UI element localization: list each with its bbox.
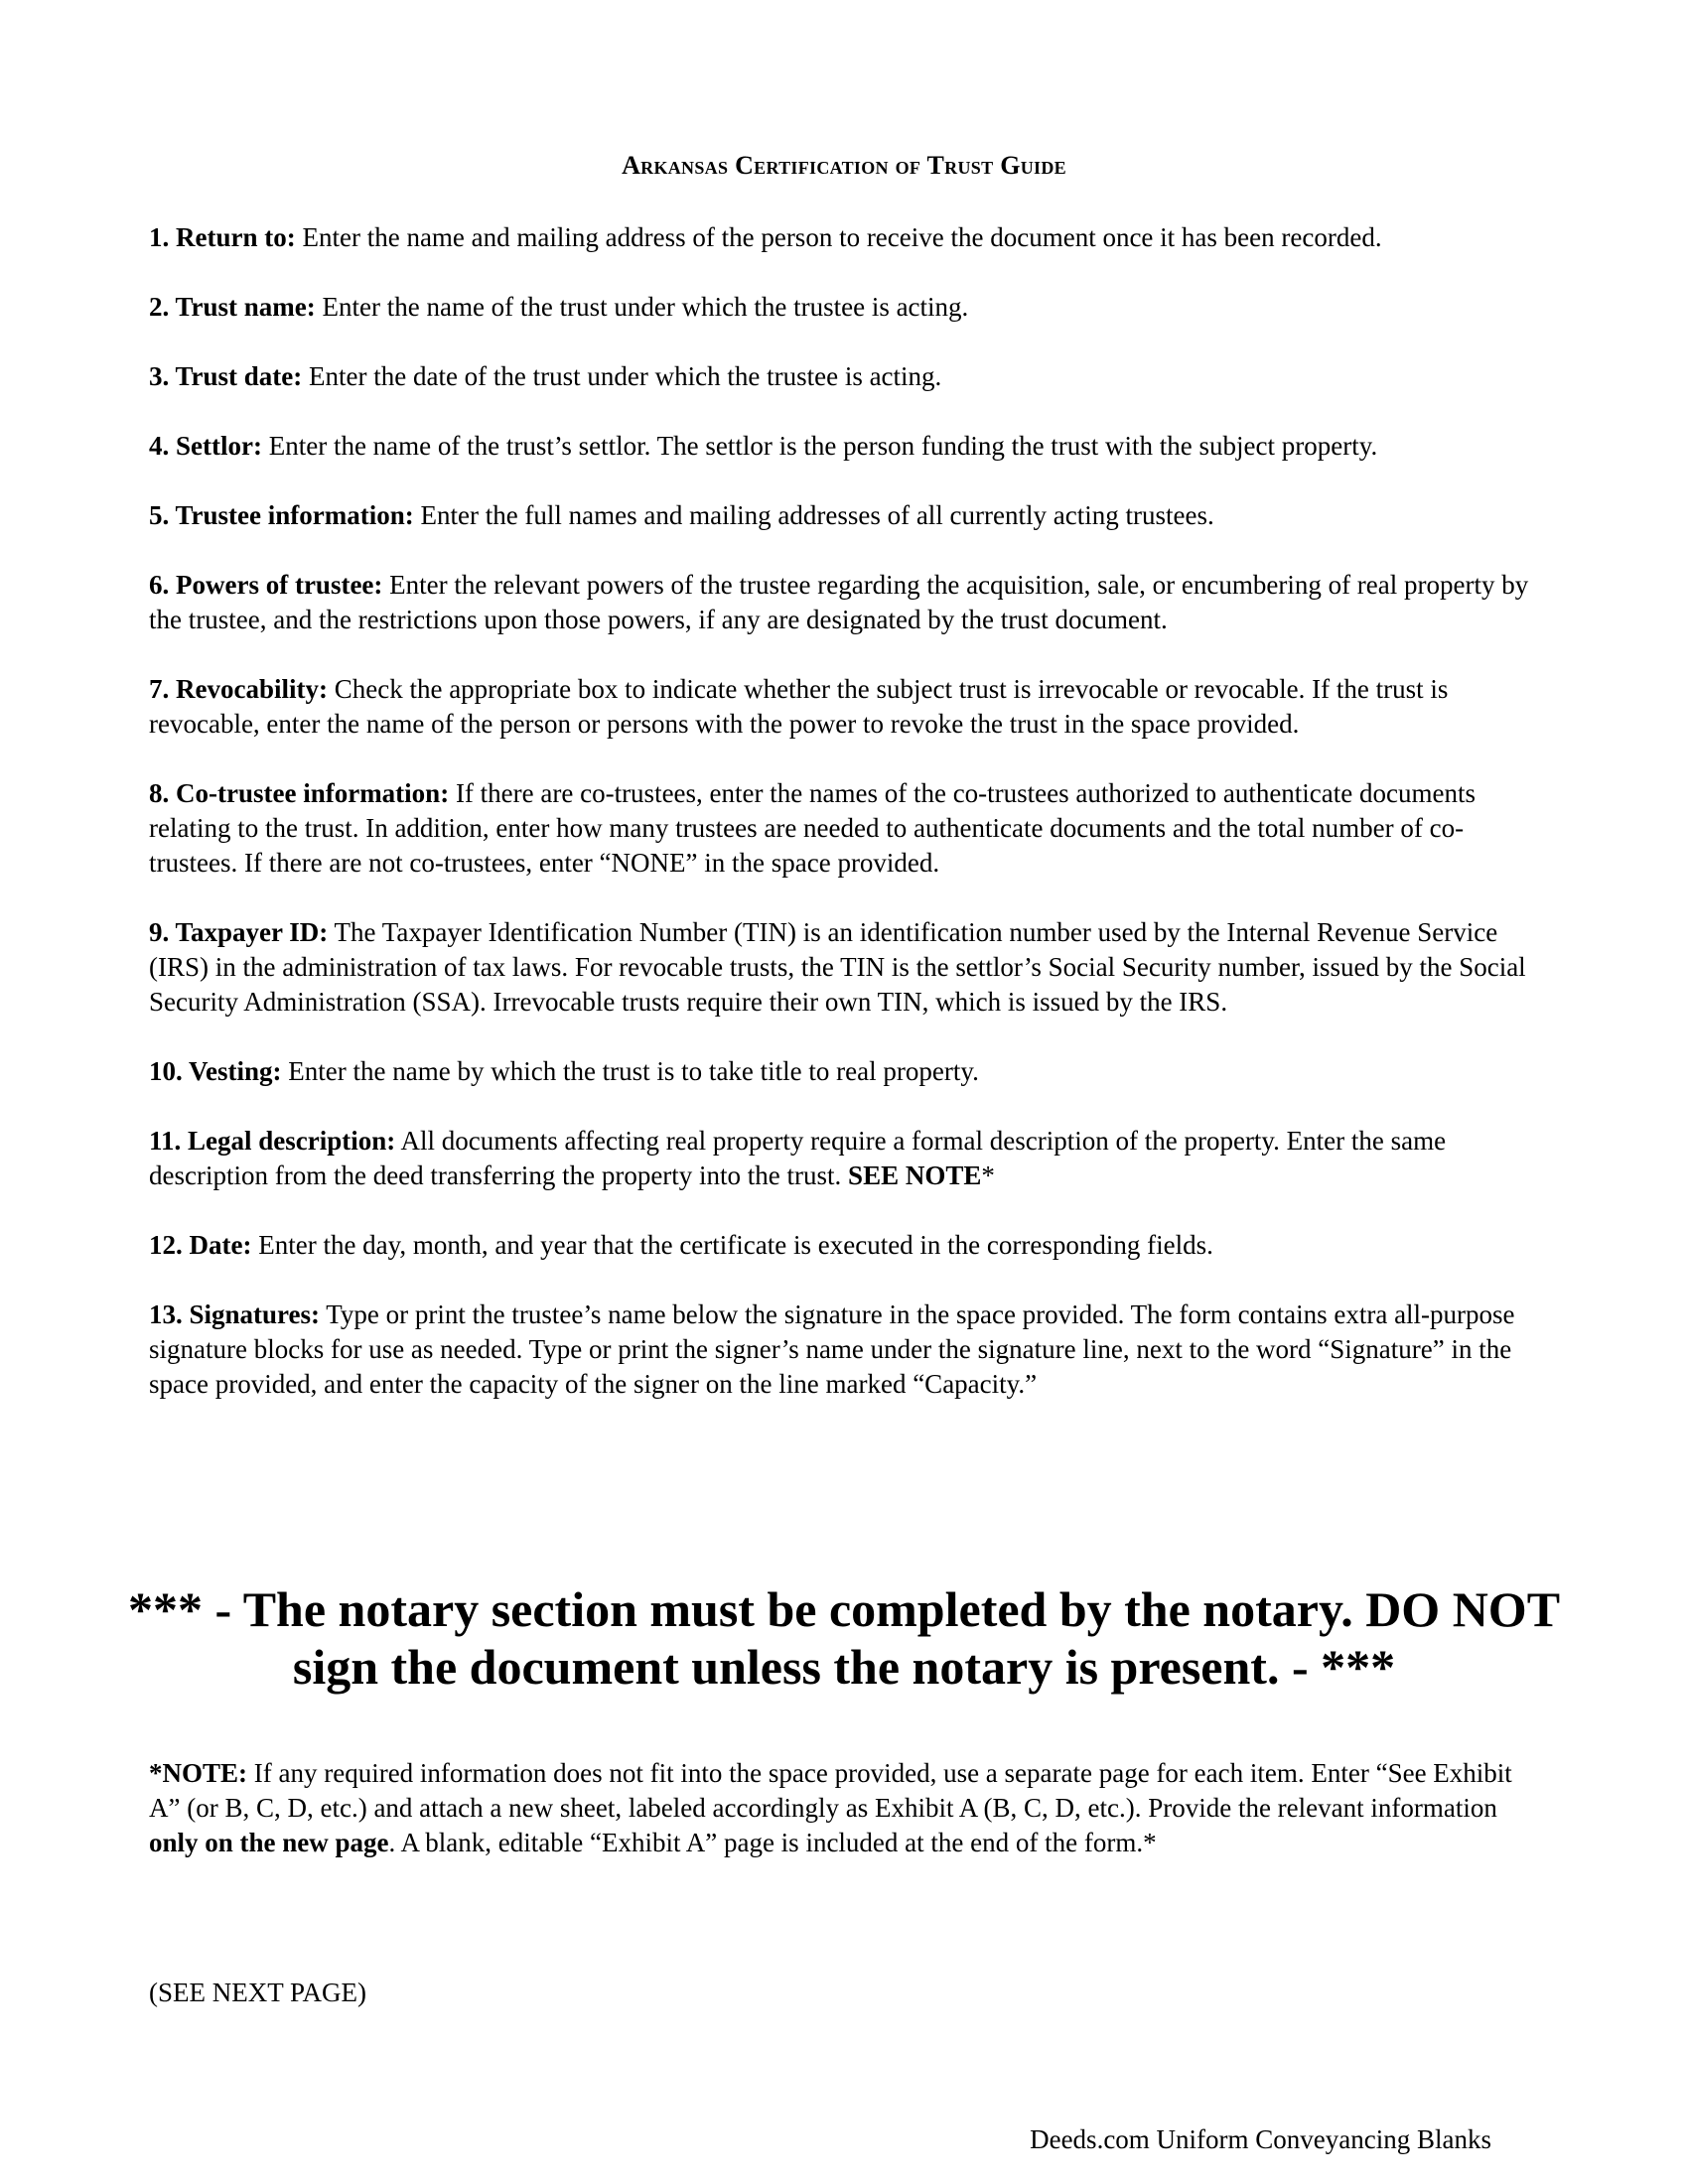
item-text: Enter the name of the trust under which the trustee is acting. [315,292,969,322]
item-label: 11. Legal description: [149,1126,396,1156]
item-text: The Taxpayer Identification Number (TIN) is an identification number used by the Internal Revenue Service (IRS) in the administration of tax laws. For revocable trusts, the TIN is the settlor’s Social Security number, issued by the Social Security Administration (SSA). Irrevocable trusts require their own TIN, which is issued by the IRS. [149,917,1526,1017]
instruction-item-co-trustee-information [149,776,1539,881]
instruction-item-taxpayer-id [149,915,1539,1020]
instruction-item-return-to [149,220,1539,255]
note-label: *NOTE: [149,1758,248,1788]
instruction-list [149,220,1539,1436]
notary-warning: *** - The notary section must be completed by the notary. DO NOT sign the document unless the notary is present. - *** [127,1581,1561,1695]
item-text: Enter the day, month, and year that the certificate is executed in the corresponding fields. [251,1230,1213,1260]
instruction-item-date [149,1228,1539,1263]
item-text: Type or print the trustee’s name below the signature in the space provided. The form contains extra all-purpose signature blocks for use as needed. Type or print the signer’s name under the signature line, next to the word “Signature” in the space provided, and enter the capacity of the signer on the line marked “Capacity.” [149,1299,1515,1399]
instruction-item-powers-of-trustee [149,568,1539,637]
item-label: 13. Signatures: [149,1299,321,1329]
item-text: Enter the name of the trust’s settlor. The settlor is the person funding the trust with the subject property. [261,431,1378,461]
instruction-item-trustee-information [149,498,1539,533]
item-label: 10. Vesting: [149,1056,282,1086]
see-note-reference: SEE NOTE [848,1160,982,1190]
item-label: 5. Trustee information: [149,500,414,530]
note-emphasis: only on the new page [149,1828,389,1857]
instruction-item-revocability [149,672,1539,742]
instruction-item-trust-name [149,290,1539,325]
item-label: 1. Return to: [149,222,296,252]
see-next-page: (SEE NEXT PAGE) [149,1978,367,2007]
item-text: If there are co-trustees, enter the names of the co-trustees authorized to authenticate documents relating to the trust. In addition, enter how many trustees are needed to authenticate documents and the total number of co-trustees. If there are not co-trustees, enter “NONE” in the space provided. [149,778,1476,878]
item-text: Enter the name and mailing address of the person to receive the document once it has been recorded. [295,222,1382,252]
item-text: Enter the name by which the trust is to take title to real property. [281,1056,979,1086]
item-text: Enter the full names and mailing addresses of all currently acting trustees. [413,500,1214,530]
note-text-before: If any required information does not fit into the space provided, use a separate page for each item. Enter “See Exhibit A” (or B, C, D, etc.) and attach a new sheet, labeled accordingly as Exhibit A (B, C, D, etc.). Provide the relevant information [149,1758,1512,1823]
item-label: 6. Powers of trustee: [149,570,383,600]
see-note-asterisk: * [981,1160,995,1190]
instruction-item-settlor [149,429,1539,464]
instruction-item-legal-description [149,1124,1539,1193]
item-label: 2. Trust name: [149,292,316,322]
note-text-after: . A blank, editable “Exhibit A” page is included at the end of the form.* [388,1828,1157,1857]
item-label: 7. Revocability: [149,674,328,704]
item-label: 8. Co-trustee information: [149,778,450,808]
instruction-item-vesting [149,1054,1539,1089]
page-title: Arkansas Certification of Trust Guide [622,151,1066,180]
item-text: All documents affecting real property require a formal description of the property. Enter the same description from the deed transferring the property into the trust. [149,1126,1447,1190]
item-label: 9. Taxpayer ID: [149,917,329,947]
item-text: Enter the relevant powers of the trustee regarding the acquisition, sale, or encumbering of real property by the trustee, and the restrictions upon those powers, if any are designated by the trust document. [149,570,1529,634]
footer-brand: Deeds.com Uniform Conveyancing Blanks [1030,2124,1491,2154]
item-label: 3. Trust date: [149,361,303,391]
instruction-item-trust-date [149,359,1539,394]
exhibit-note [149,1756,1539,1860]
item-label: 4. Settlor: [149,431,262,461]
instruction-item-signatures [149,1297,1539,1402]
item-text: Check the appropriate box to indicate whether the subject trust is irrevocable or revocable. If the trust is revocable, enter the name of the person or persons with the power to revoke the trust in the space provided. [149,674,1449,739]
item-text: Enter the date of the trust under which the trustee is acting. [302,361,942,391]
item-label: 12. Date: [149,1230,252,1260]
